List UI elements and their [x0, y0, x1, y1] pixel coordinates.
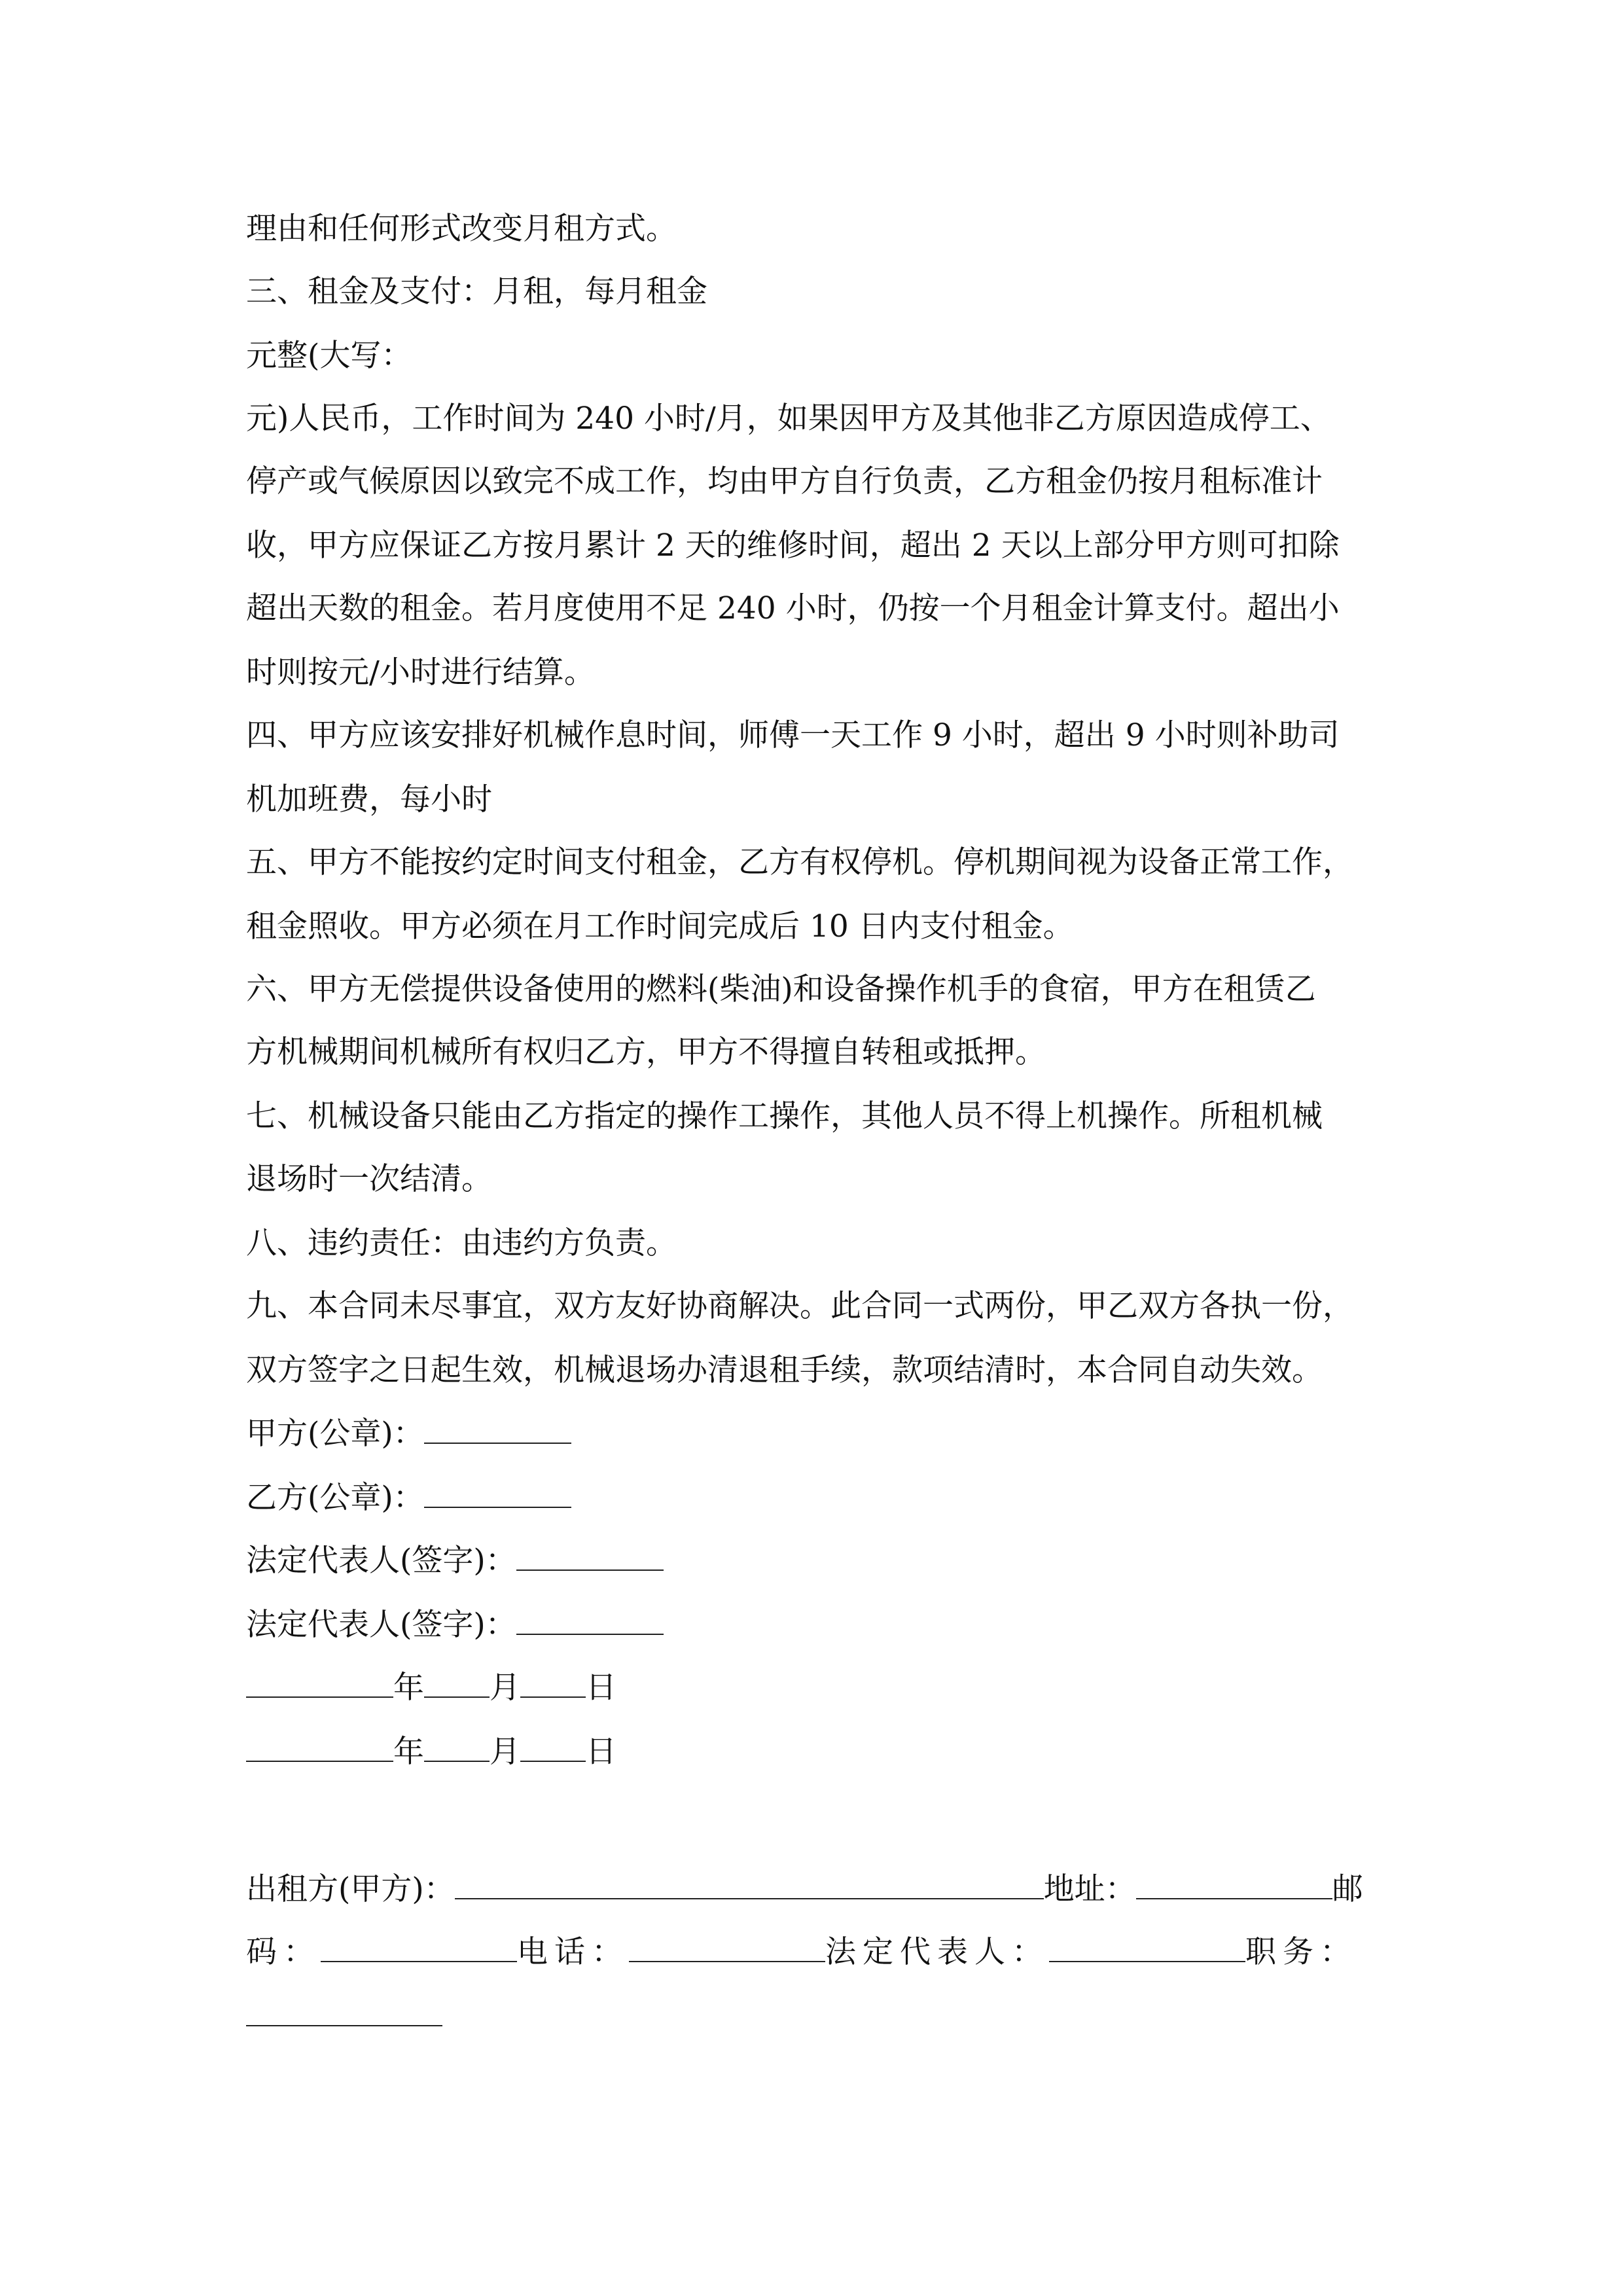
position-line: [246, 1996, 442, 2036]
text-line: 租金照收。甲方必须在月工作时间完成后 10 日内支付租金。: [246, 908, 1074, 944]
text-line: 三、租金及支付：月租，每月租金: [246, 274, 707, 310]
month-field[interactable]: [424, 1732, 490, 1762]
party-a-seal-line: [246, 1414, 571, 1454]
day-field[interactable]: [520, 1668, 586, 1698]
text-line: 九、本合同未尽事宜，双方友好协商解决。此合同一式两份，甲乙双方各执一份，: [246, 1288, 1353, 1324]
text-line: 七、机械设备只能由乙方指定的操作工操作，其他人员不得上机操作。所租机械: [246, 1098, 1323, 1134]
lessor-line: [246, 1869, 1363, 1909]
text-line: 方机械期间机械所有权归乙方，甲方不得擅自转租或抵押。: [246, 1034, 1046, 1070]
date-line-a: [246, 1668, 616, 1708]
text-line: 时则按元/小时进行结算。: [246, 655, 595, 691]
address-label: 地址：: [1043, 1871, 1136, 1907]
day-label: 日: [586, 1670, 616, 1706]
postcode-label-part1: 邮: [1332, 1871, 1363, 1907]
text-line: 理由和任何形式改变月租方式。: [246, 211, 677, 247]
party-b-seal-label: 乙方(公章)：: [246, 1480, 424, 1516]
party-b-seal-field[interactable]: [424, 1478, 571, 1508]
text-line: 退场时一次结清。: [246, 1161, 492, 1197]
legal-rep-field[interactable]: [1049, 1932, 1245, 1962]
postcode-label-part2: 码：: [246, 1934, 321, 1970]
text-line: 四、甲方应该安排好机械作息时间，师傅一天工作 9 小时，超出 9 小时则补助司: [246, 717, 1340, 753]
address-field[interactable]: [1136, 1869, 1332, 1899]
legal-rep-label: 法定代表人：: [825, 1934, 1049, 1970]
year-field[interactable]: [246, 1668, 393, 1698]
position-field[interactable]: [246, 1996, 442, 2026]
text-line: 停产或气候原因以致完不成工作，均由甲方自行负责，乙方租金仍按月租标准计: [246, 463, 1323, 499]
date-line-b: [246, 1732, 616, 1772]
legal-rep-b-line: [246, 1605, 664, 1645]
year-field[interactable]: [246, 1732, 393, 1762]
text-line: 收，甲方应保证乙方按月累计 2 天的维修时间，超出 2 天以上部分甲方则可扣除: [246, 528, 1340, 564]
party-b-seal-line: [246, 1478, 571, 1518]
legal-rep-a-field[interactable]: [516, 1541, 664, 1571]
legal-rep-b-field[interactable]: [516, 1605, 664, 1635]
lessor-field[interactable]: [455, 1869, 1044, 1899]
month-label: 月: [490, 1670, 520, 1706]
postcode-field[interactable]: [321, 1932, 517, 1962]
party-a-seal-label: 甲方(公章)：: [246, 1416, 424, 1452]
legal-rep-b-label: 法定代表人(签字)：: [246, 1607, 516, 1643]
year-label: 年: [393, 1734, 424, 1770]
phone-field[interactable]: [629, 1932, 825, 1962]
lessor-label: 出租方(甲方)：: [246, 1871, 455, 1907]
text-line: 六、甲方无偿提供设备使用的燃料(柴油)和设备操作机手的食宿，甲方在租赁乙: [246, 971, 1316, 1007]
text-line: 元整(大写：: [246, 338, 412, 374]
position-label: 职务：: [1245, 1934, 1357, 1970]
text-line: 八、违约责任：由违约方负责。: [246, 1225, 677, 1261]
legal-rep-a-line: [246, 1541, 664, 1581]
day-field[interactable]: [520, 1732, 586, 1762]
party-a-seal-field[interactable]: [424, 1414, 571, 1444]
text-line: 机加班费，每小时: [246, 781, 492, 817]
month-label: 月: [490, 1734, 520, 1770]
legal-rep-a-label: 法定代表人(签字)：: [246, 1543, 516, 1579]
phone-label: 电话：: [517, 1934, 629, 1970]
contact-line: [246, 1932, 1357, 1972]
text-line: 元)人民币，工作时间为 240 小时/月，如果因甲方及其他非乙方原因造成停工、: [246, 401, 1331, 437]
text-line: 五、甲方不能按约定时间支付租金，乙方有权停机。停机期间视为设备正常工作，: [246, 844, 1353, 880]
month-field[interactable]: [424, 1668, 490, 1698]
day-label: 日: [586, 1734, 616, 1770]
year-label: 年: [393, 1670, 424, 1706]
text-line: 超出天数的租金。若月度使用不足 240 小时，仍按一个月租金计算支付。超出小: [246, 590, 1340, 626]
text-line: 双方签字之日起生效，机械退场办清退租手续，款项结清时，本合同自动失效。: [246, 1352, 1323, 1388]
